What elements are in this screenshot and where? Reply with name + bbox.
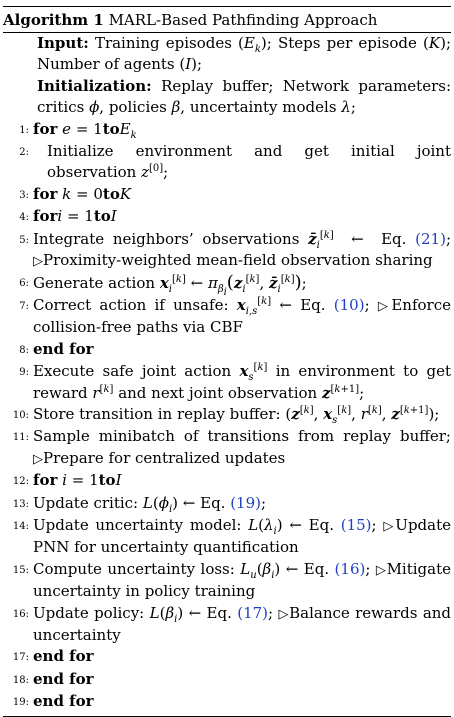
line-number: 11:	[12, 432, 29, 444]
line-number: 3:	[19, 189, 29, 201]
line-12: 12: for i = 1toI	[3, 470, 451, 492]
for-keyword: for	[33, 207, 58, 226]
line-18	[3, 669, 451, 691]
algorithm-body	[3, 33, 451, 714]
line-number: 13:	[12, 498, 29, 510]
line-8	[3, 339, 451, 361]
algorithm-caption	[3, 7, 451, 32]
line-number: 8:	[19, 344, 29, 356]
line-17	[3, 646, 451, 668]
line-number: 2:	[19, 147, 29, 159]
line-number: 15:	[12, 564, 29, 576]
line-number: 18:	[12, 674, 29, 686]
bottom-rule	[3, 716, 451, 717]
line-number: 14:	[12, 520, 29, 532]
line-15: 15: Compute uncertainty loss: $L_u(\beta_i)$ ← Eq. (16); ▷Mitigate uncertainty in policy training	[3, 559, 451, 603]
for-keyword: for	[33, 119, 58, 138]
algorithm-block	[3, 6, 451, 717]
line-5: 5: Integrate neighbors’ observations $z̄_i[k]$ ← Eq. (21); ▷Proximity-weighted mean-field observation sharing	[3, 229, 451, 273]
initialization-line: Initialization: Replay buffer; Network parameters: critics ϕ, policies β, uncertainty models λ;	[37, 76, 451, 117]
end-for-keyword: end for	[33, 692, 94, 711]
line-number: 19:	[12, 697, 29, 709]
line-number: 7:	[19, 300, 29, 312]
input-line: Input: Training episodes $(E_k)$; Steps per episode (K); Number of agents (I);	[37, 34, 451, 74]
line-11: 11: Sample minibatch of transitions from replay buffer; ▷Prepare for centralized updates	[3, 426, 451, 470]
line-6: 6: Generate action $x_i[k]$ ← $\pi_{\beta_i}(z_i[k]$, $z̄_i[k]$);	[3, 272, 451, 294]
line-number: 16:	[12, 608, 29, 620]
line-2: 2: Initialize environment and get initial joint observation z[0];	[3, 141, 451, 184]
end-for-keyword: end for	[33, 669, 94, 688]
line-19	[3, 691, 451, 713]
line-9: 9: Execute safe joint action $x_s[k]$ in environment to get reward r[k] and next joint observation z[k+1];	[3, 361, 451, 404]
caption-title: MARL-Based Pathfinding Approach	[108, 11, 378, 29]
line-10: 10: Store transition in replay buffer: (z[k], $x_s[k]$, r[k], z[k+1]);	[3, 404, 451, 426]
line-1: 1: for e = 1toE$_k$	[3, 119, 451, 141]
line-number: 6:	[19, 278, 29, 290]
line-7: 7: Correct action if unsafe: $x_{i,s}[k]$ ← Eq. (10); ▷Enforce collision-free paths via CBF	[3, 295, 451, 339]
line-number: 12:	[12, 476, 29, 488]
line-4: 4: fori = 1toI	[3, 206, 451, 228]
end-for-keyword: end for	[33, 647, 94, 666]
line-number: 4:	[19, 212, 29, 224]
line-number: 10:	[12, 409, 29, 421]
line-number: 5:	[19, 234, 29, 246]
line-number: 17:	[12, 652, 29, 664]
initialization-keyword: Initialization:	[37, 76, 152, 95]
for-keyword: for	[33, 471, 58, 490]
caption-label: Algorithm 1	[3, 11, 104, 29]
input-keyword: Input:	[37, 34, 89, 52]
line-13: 13: Update critic: $L(\phi_i)$ ← Eq. (19);	[3, 493, 451, 515]
for-keyword: for	[33, 184, 58, 203]
line-number: 1:	[19, 124, 29, 136]
line-16: 16: Update policy: $L(\beta_i)$ ← Eq. (17); ▷Balance rewards and uncertainty	[3, 603, 451, 647]
line-14: 14: Update uncertainty model: $L(\lambda_i)$ ← Eq. (15); ▷Update PNN for uncertainty quantification	[3, 515, 451, 559]
line-number: 9:	[19, 367, 29, 379]
line-3: 3: for k = 0toK	[3, 184, 451, 206]
end-for-keyword: end for	[33, 339, 94, 358]
